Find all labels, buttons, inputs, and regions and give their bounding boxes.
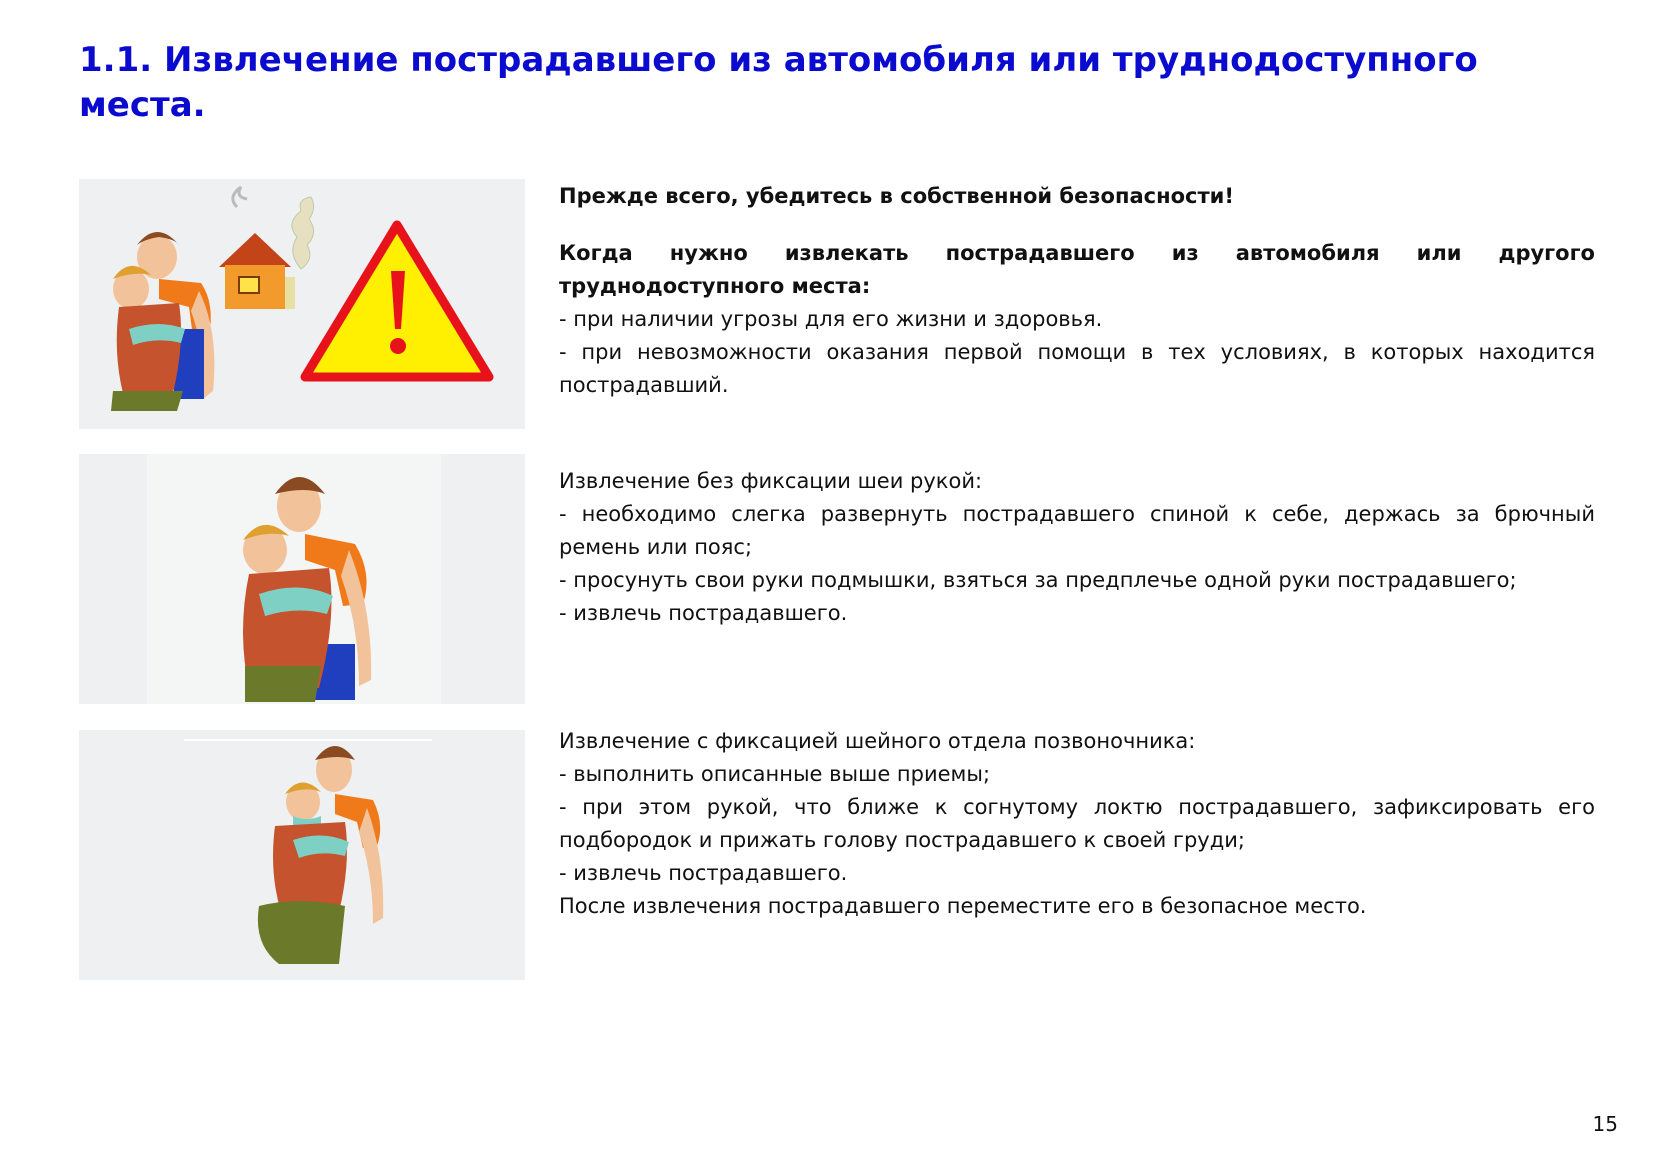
when-to-extract-heading: Когда нужно извлекать пострадавшего из автомобиля или другого труднодоступного места: — [559, 241, 1595, 298]
list-item: - выполнить описанные выше приемы; — [559, 762, 991, 786]
rescuer-victim-icon — [79, 454, 525, 704]
page-title: 1.1. Извлечение пострадавшего из автомобиля или труднодоступного места. — [79, 40, 1478, 125]
safety-heading: Прежде всего, убедитесь в собственной безопасности! — [559, 184, 1234, 208]
section-no-neck-fixation — [559, 465, 1595, 630]
section-safety — [559, 180, 1595, 402]
rescuer-victim-neck-fixation-icon — [79, 730, 525, 980]
illustration-panel-safety — [79, 179, 525, 429]
list-item: - при невозможности оказания первой помощи в тех условиях, в которых находится пострадавший. — [559, 340, 1595, 397]
page-number: 15 — [1592, 1112, 1618, 1136]
list-item: - извлечь пострадавшего. — [559, 601, 848, 625]
list-item: - необходимо слегка развернуть пострадавшего спиной к себе, держась за брючный ремень или пояс; — [559, 502, 1595, 559]
illustration-panel-no-neck-fixation — [79, 454, 525, 704]
closing-note: После извлечения пострадавшего переместите его в безопасное место. — [559, 894, 1367, 918]
list-item: - при этом рукой, что ближе к согнутому локтю пострадавшего, зафиксировать его подбородок и прижать голову пострадавшего к своей груди; — [559, 795, 1595, 852]
list-item: - при наличии угрозы для его жизни и здоровья. — [559, 307, 1103, 331]
list-item: - извлечь пострадавшего. — [559, 861, 848, 885]
illustration-panel-neck-fixation — [79, 730, 525, 980]
section-intro: Извлечение без фиксации шеи рукой: — [559, 469, 983, 493]
section-neck-fixation — [559, 725, 1595, 923]
warning-triangle-icon — [79, 179, 525, 429]
list-item: - просунуть свои руки подмышки, взяться за предплечье одной руки пострадавшего; — [559, 568, 1517, 592]
section-intro: Извлечение с фиксацией шейного отдела позвоночника: — [559, 729, 1196, 753]
